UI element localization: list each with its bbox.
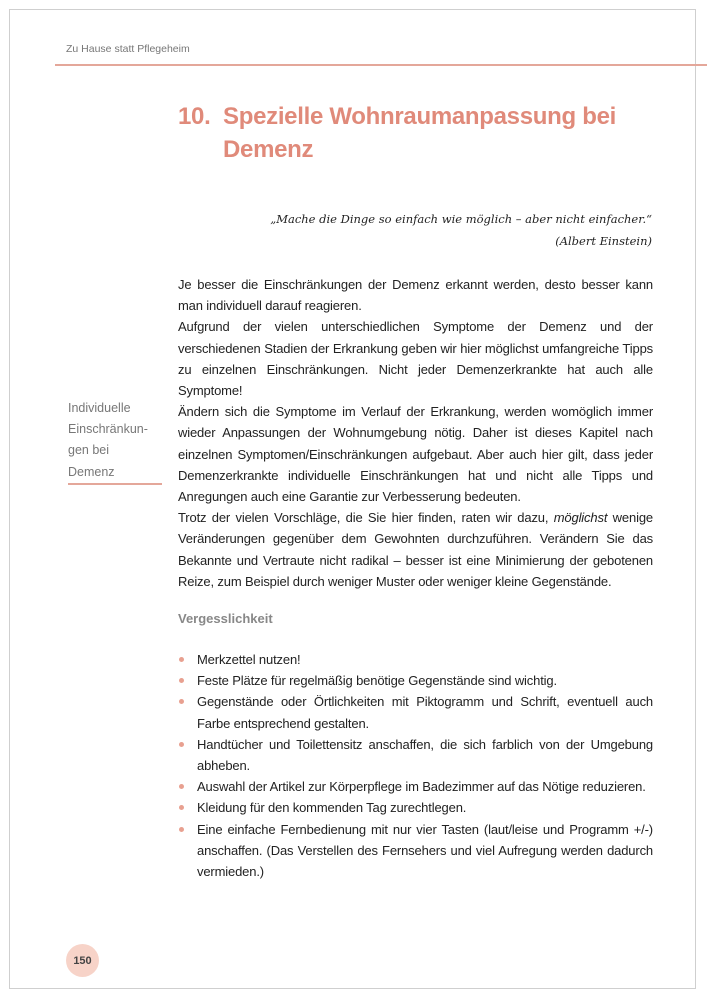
margin-note-line: gen bei bbox=[68, 443, 110, 458]
margin-note-line: Demenz bbox=[68, 464, 115, 479]
margin-note-line: Individuelle bbox=[68, 401, 131, 415]
margin-note-line: Einschränkun- bbox=[68, 422, 148, 437]
chapter-number: 10. bbox=[178, 103, 211, 130]
body-text bbox=[178, 274, 653, 592]
paragraph-4-end: wenige Veränderungen gegenüber dem Gewohnten durchzuführen. Verändern Sie das Bekannte und Vertraute nicht radikal – besser ist eine Minimierung der gebotenen Reize, zum Beispiel durch weniger Muster oder weniger kleine Gegenstände. bbox=[178, 510, 653, 589]
page-number: 150 bbox=[73, 954, 92, 967]
running-header: Zu Hause statt Pflegeheim bbox=[66, 43, 190, 55]
bullet-dot-icon bbox=[179, 805, 184, 810]
epigraph-author: (Albert Einstein) bbox=[555, 234, 652, 248]
section-heading: Vergesslichkeit bbox=[178, 611, 273, 626]
bullet-dot-icon bbox=[179, 699, 184, 704]
bullet-dot-icon bbox=[179, 657, 184, 662]
bullet-list bbox=[178, 649, 653, 882]
paragraph-4-emphasis: möglichst bbox=[553, 510, 608, 526]
list-item: Eine einfache Fernbedienung mit nur vier Tasten (laut/leise und Programm +/-) anschaffen. (Das Verstellen des Fernsehers und viel Aufregung werden dadurch vermieden.) bbox=[178, 819, 653, 883]
paragraph-4 bbox=[178, 507, 653, 592]
bullet-dot-icon bbox=[179, 742, 184, 747]
margin-note bbox=[68, 398, 162, 483]
margin-note-rule bbox=[68, 483, 162, 485]
paragraph-2: Aufgrund der vielen unterschiedlichen Symptome der Demenz und der verschiedenen Stadien der Erkrankung geben wir hier möglichst umfangreiche Tipps zu einzelnen Einschränkungen. Nicht jeder Demenzerkrankte hat auch alle Symptome! bbox=[178, 319, 653, 399]
list-item: Handtücher und Toilettensitz anschaffen, die sich farblich von der Umgebung abheben. bbox=[178, 734, 653, 776]
list-item: Merkzettel nutzen! bbox=[178, 649, 653, 670]
paragraph-3: Ändern sich die Symptome im Verlauf der Erkrankung, werden womöglich immer wieder Anpassungen der Wohnumgebung nötig. Daher ist dieses Kapitel nach einzelnen Symptomen/Einschränkungen aufgebaut. Aber auch hier gilt, dass jeder Demenzerkrankte individuelle Einschränkungen hat und nicht alle Tipps und Anregungen auch eine Garantie zur Verbesserung bedeuten. bbox=[178, 404, 653, 505]
chapter-heading bbox=[178, 100, 648, 166]
page-number-badge bbox=[66, 944, 99, 977]
list-item: Feste Plätze für regelmäßig benötige Gegenstände sind wichtig. bbox=[178, 670, 653, 691]
header-rule bbox=[55, 64, 707, 66]
list-item: Gegenstände oder Örtlichkeiten mit Piktogramm und Schrift, eventuell auch Farbe entsprechend gestalten. bbox=[178, 691, 653, 733]
bullet-dot-icon bbox=[179, 784, 184, 789]
epigraph bbox=[240, 208, 652, 252]
chapter-title: Spezielle Wohnraumanpassung bei Demenz bbox=[223, 103, 617, 163]
epigraph-quote: „Mache die Dinge so einfach wie möglich – aber nicht einfacher.“ bbox=[270, 212, 652, 226]
paragraph-1: Je besser die Einschränkungen der Demenz erkannt werden, desto besser kann man individuell darauf reagieren. bbox=[178, 277, 653, 314]
bullet-dot-icon bbox=[179, 827, 184, 832]
paragraph-4-start: Trotz der vielen Vorschläge, die Sie hier finden, raten wir dazu, bbox=[178, 510, 554, 526]
list-item: Auswahl der Artikel zur Körperpflege im Badezimmer auf das Nötige reduzieren. bbox=[178, 776, 653, 797]
list-item: Kleidung für den kommenden Tag zurechtlegen. bbox=[178, 797, 653, 818]
bullet-dot-icon bbox=[179, 678, 184, 683]
